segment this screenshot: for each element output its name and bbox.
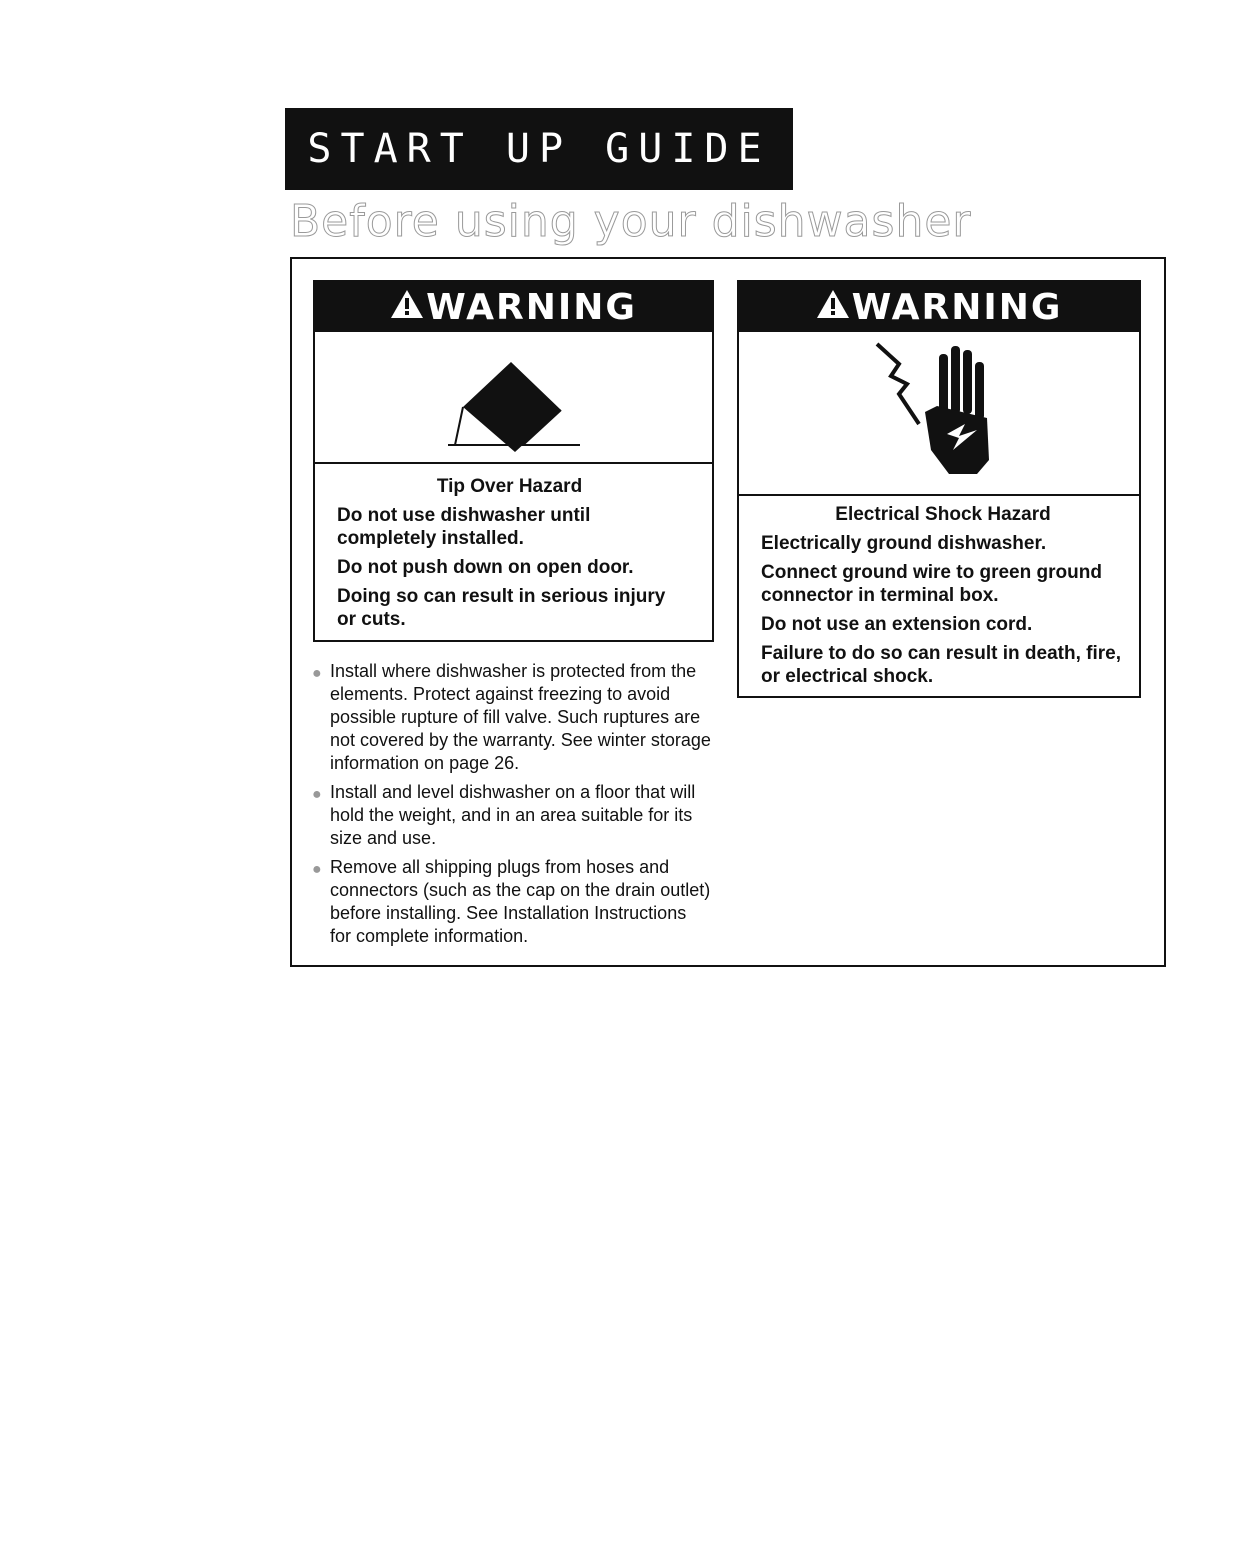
start-up-guide-banner [285,108,793,190]
bullet-item [312,856,712,948]
hazard-line: Connect ground wire to green ground connector in terminal box. [761,562,1102,606]
tip-over-text [315,464,712,631]
bullet-icon: ● [312,786,322,803]
electrical-shock-icon-area [739,332,1139,496]
hazard-line: Doing so can result in serious injury or cuts. [337,586,666,630]
hazard-line: Do not use an extension cord. [761,614,1033,635]
tip-over-warning-box [313,280,714,642]
hazard-line: Electrically ground dishwasher. [761,533,1047,554]
bullet-icon: ● [312,665,322,682]
hazard-line: Failure to do so can result in death, fire, or electrical shock. [761,643,1122,687]
tip-over-icon [315,332,712,462]
banner-title: START UP GUIDE [307,126,771,172]
electrical-shock-hand-icon [739,332,1139,494]
section-subtitle: Before using your dishwasher [290,196,972,247]
tip-over-icon-area [315,332,712,464]
bullet-icon: ● [312,861,322,878]
bullet-text: Install where dishwasher is protected from the elements. Protect against freezing to avoid possible rupture of fill valve. Such ruptures are not covered by the warranty. See winter storage information on page 26. [330,661,711,773]
installation-bullets [312,660,712,954]
hazard-title: Tip Over Hazard [436,476,583,497]
bullet-text: Install and level dishwasher on a floor that will hold the weight, and in an area suitable for its size and use. [330,782,696,848]
warning-triangle-icon [816,287,850,328]
warning-header [315,282,712,332]
electrical-shock-warning-box [737,280,1141,698]
bullet-item [312,660,712,775]
electrical-shock-text [739,496,1139,688]
hazard-line: Do not use dishwasher until completely installed. [337,505,591,549]
warning-header [739,282,1139,332]
warning-header-label: WARNING [426,286,637,328]
bullet-text: Remove all shipping plugs from hoses and connectors (such as the cap on the drain outlet) before installing. See Installation Instructions for complete information. [330,857,711,946]
hazard-title: Electrical Shock Hazard [835,504,1051,525]
warning-triangle-icon [390,287,424,328]
hazard-line: Do not push down on open door. [337,557,634,578]
warning-header-label: WARNING [851,286,1063,328]
bullet-item [312,781,712,850]
